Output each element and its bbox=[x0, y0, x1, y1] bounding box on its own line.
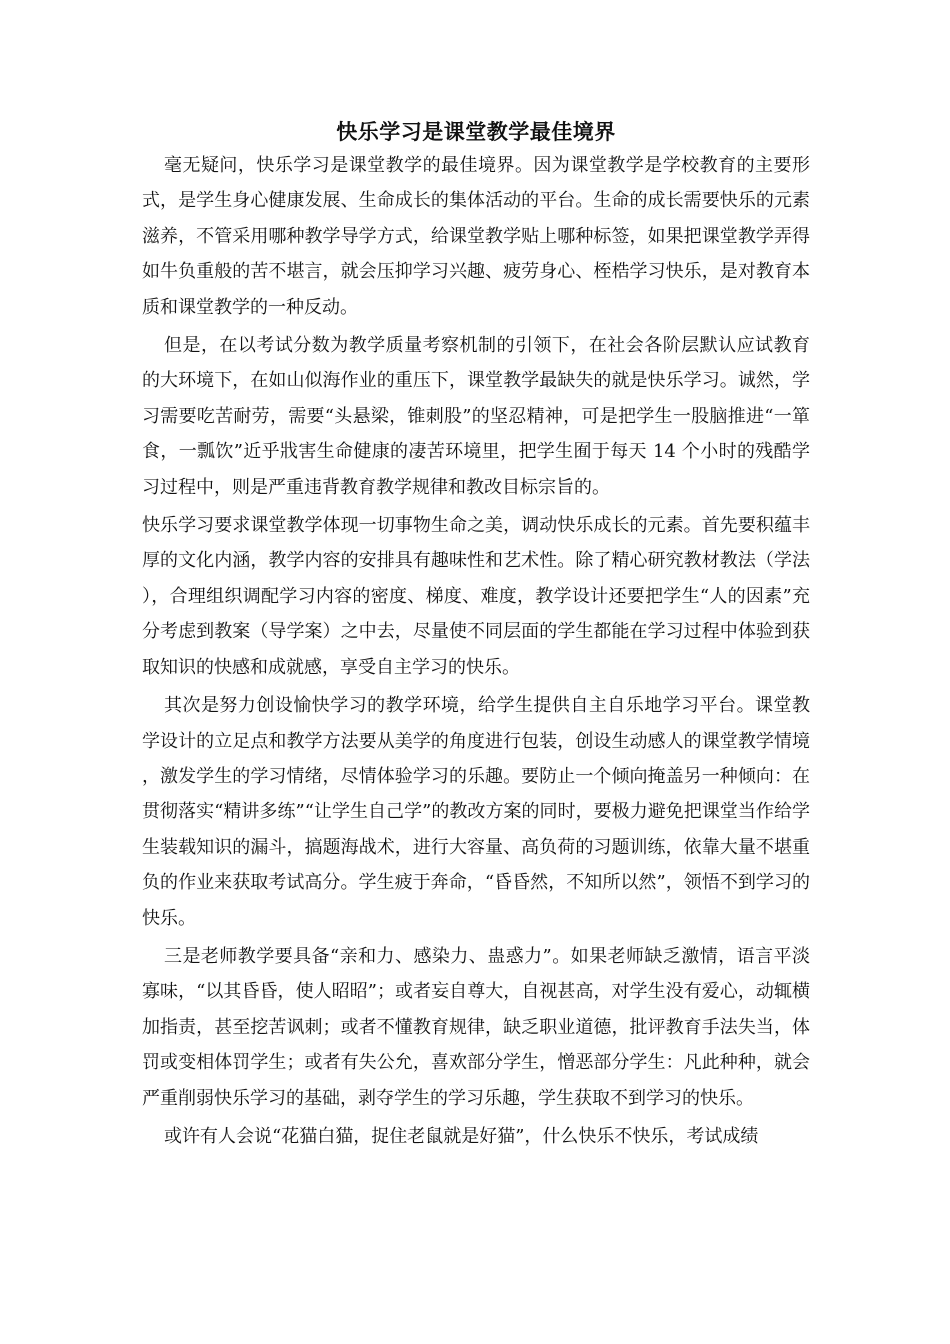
document-body bbox=[142, 118, 810, 1157]
paragraph-3: 快乐学习要求课堂教学体现一切事物生命之美，调动快乐成长的元素。首先要积蕴丰厚的文化内涵，教学内容的安排具有趣味性和艺术性。除了精心研究教材教法（学法），合理组织调配学习内容的密度、梯度、难度，教学设计还要把学生“人的因素”充分考虑到教案（导学案）之中去，尽量使不同层面的学生都能在学习过程中体验到获取知识的快感和成就感，享受自主学习的快乐。 bbox=[142, 515, 810, 678]
paragraph-6: 或许有人会说“花猫白猫，捉住老鼠就是好猫”，什么快乐不快乐，考试成绩 bbox=[164, 1125, 759, 1147]
paragraph-2: 但是，在以考试分数为教学质量考察机制的引领下，在社会各阶层默认应试教育的大环境下，在如山似海作业的重压下，课堂教学最缺失的就是快乐学习。诚然，学习需要吃苦耐劳，需要“头悬梁，锥刺股”的坚忍精神，可是把学生一股脑推进“一箪食，一瓢饮”近乎戕害生命健康的凄苦环境里，把学生囿于每天 14 个小时的残酷学习过程中，则是严重违背教育教学规律和教改目标宗旨的。 bbox=[142, 335, 810, 498]
paragraph-4: 其次是努力创设愉快学习的教学环境，给学生提供自主自乐地学习平台。课堂教学设计的立足点和教学方法要从美学的角度进行包装，创设生动感人的课堂教学情境，激发学生的学习情绪，尽情体验学习的乐趣。要防止一个倾向掩盖另一种倾向：在贯彻落实“精讲多练”“让学生自己学”的教改方案的同时，要极力避免把课堂当作给学生装载知识的漏斗，搞题海战术，进行大容量、高负荷的习题训练，依靠大量不堪重负的作业来获取考试高分。学生疲于奔命，“昏昏然，不知所以然”，领悟不到学习的快乐。 bbox=[142, 695, 810, 929]
paragraph-5: 三是老师教学要具备“亲和力、感染力、蛊惑力”。如果老师缺乏激情，语言平淡寡味，“以其昏昏，使人昭昭”；或者妄自尊大，自视甚高，对学生没有爱心，动辄横加指责，甚至挖苦讽刺；或者不懂教育规律，缺乏职业道德，批评教育手法失当，体罚或变相体罚学生；或者有失公允，喜欢部分学生，憎恶部分学生：凡此种种，就会严重削弱快乐学习的基础，剥夺学生的学习乐趣，学生获取不到学习的快乐。 bbox=[142, 945, 810, 1109]
document-title: 快乐学习是课堂教学最佳境界 bbox=[336, 119, 616, 144]
paragraph-1: 毫无疑问，快乐学习是课堂教学的最佳境界。因为课堂教学是学校教育的主要形式，是学生身心健康发展、生命成长的集体活动的平台。生命的成长需要快乐的元素滋养，不管采用哪种教学导学方式，给课堂教学贴上哪种标签，如果把课堂教学弄得如牛负重般的苦不堪言，就会压抑学习兴趣、疲劳身心、桎梏学习快乐，是对教育本质和课堂教学的一种反动。 bbox=[142, 155, 810, 318]
